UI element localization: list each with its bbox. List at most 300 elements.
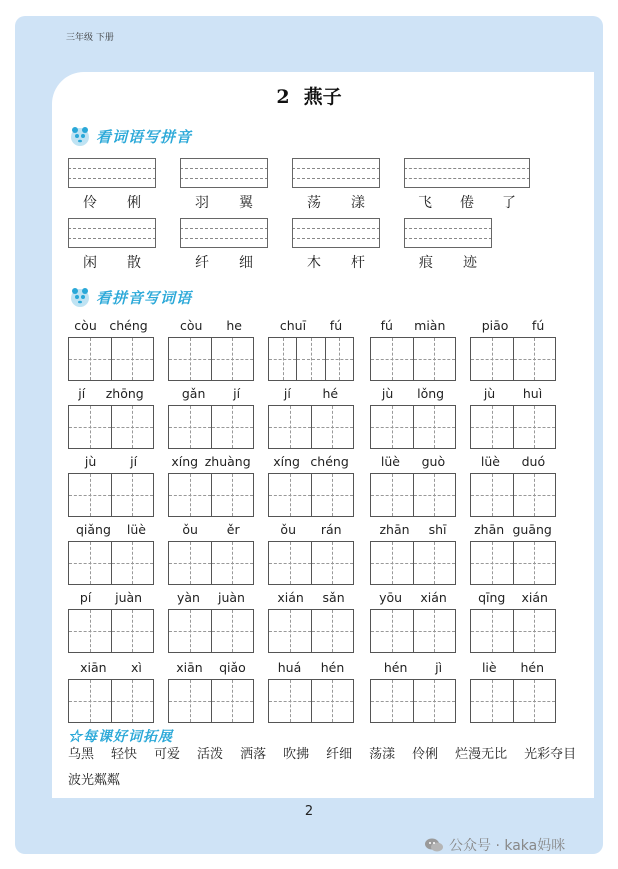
pinyin-syllable: hén	[520, 660, 545, 675]
word-character: 痕	[419, 255, 433, 271]
pinyin-syllable: xiān	[80, 660, 107, 675]
grid-guide-line	[290, 680, 291, 722]
tian-grid-cell[interactable]	[471, 610, 513, 652]
tian-grid-cell[interactable]	[513, 406, 556, 448]
tian-grid-cell[interactable]	[513, 542, 556, 584]
grid-guide-line	[534, 680, 535, 722]
pinyin-syllable: zhōng	[105, 386, 144, 401]
pinyin-syllable: fú	[380, 318, 393, 333]
pinyin-syllable: xíng	[273, 454, 300, 469]
writing-line	[180, 178, 268, 179]
grid-guide-line	[332, 680, 333, 722]
pinyin-writing-lines[interactable]	[180, 218, 268, 248]
grid-guide-line	[332, 406, 333, 448]
tian-grid-cell[interactable]	[111, 338, 154, 380]
pinyin-syllable: duó	[521, 454, 546, 469]
extension-word: 纤细	[326, 747, 353, 762]
grid-guide-line	[392, 474, 393, 516]
tian-grid-cell[interactable]	[311, 610, 354, 652]
pinyin-syllable: lüè	[480, 454, 500, 469]
grid-guide-line	[492, 474, 493, 516]
pinyin-writing-lines[interactable]	[404, 218, 492, 248]
tian-grid-cell[interactable]	[371, 338, 413, 380]
word-character: 漾	[351, 195, 365, 211]
character-writing-grid[interactable]	[370, 473, 456, 517]
writing-line	[404, 168, 530, 169]
grid-guide-line	[190, 680, 191, 722]
tian-grid-cell[interactable]	[371, 474, 413, 516]
pinyin-syllable: xíng	[171, 454, 199, 469]
pinyin-syllable: sǎn	[322, 590, 345, 605]
tian-grid-cell[interactable]	[211, 406, 254, 448]
pinyin-syllable: miàn	[414, 318, 446, 333]
pinyin-prompt	[268, 660, 354, 675]
tian-grid-cell[interactable]	[513, 680, 556, 722]
character-writing-grid[interactable]	[168, 405, 254, 449]
pinyin-writing-lines[interactable]	[68, 218, 156, 248]
grid-guide-line	[232, 406, 233, 448]
character-writing-grid[interactable]	[68, 473, 154, 517]
pinyin-prompt	[68, 522, 154, 537]
extension-word: 洒落	[240, 747, 267, 762]
tian-grid-cell[interactable]	[371, 680, 413, 722]
tian-grid-cell[interactable]	[413, 474, 456, 516]
lesson-title	[0, 82, 618, 109]
word-character: 俐	[127, 195, 141, 211]
grid-guide-line	[392, 406, 393, 448]
writing-line	[68, 218, 156, 219]
character-writing-grid[interactable]	[168, 473, 254, 517]
pinyin-syllable: xiān	[176, 660, 203, 675]
writing-line-edge	[267, 158, 268, 188]
writing-line	[180, 158, 268, 159]
grid-guide-line	[392, 610, 393, 652]
tian-grid-cell[interactable]	[169, 474, 211, 516]
character-writing-grid[interactable]	[370, 679, 456, 723]
grid-guide-line	[492, 338, 493, 380]
pinyin-prompt	[68, 386, 154, 401]
word-character: 散	[127, 255, 141, 271]
grid-guide-line	[332, 542, 333, 584]
tian-grid-cell[interactable]	[69, 338, 111, 380]
writing-line	[292, 187, 380, 188]
lesson-name: 燕子	[303, 86, 342, 108]
character-writing-grid[interactable]	[68, 337, 154, 381]
pinyin-prompt	[470, 386, 556, 401]
extension-word: 乌黑	[68, 747, 95, 762]
pinyin-writing-lines[interactable]	[292, 158, 380, 188]
grid-guide-line	[190, 406, 191, 448]
writing-line	[404, 178, 530, 179]
character-writing-grid[interactable]	[168, 337, 254, 381]
pinyin-syllable: jí	[130, 454, 138, 469]
grid-guide-line	[434, 474, 435, 516]
character-writing-grid[interactable]	[470, 609, 556, 653]
pinyin-syllable: xián	[521, 590, 548, 605]
tian-grid-cell[interactable]	[111, 406, 154, 448]
pinyin-syllable: gǎn	[181, 386, 206, 401]
tian-grid-cell[interactable]	[211, 610, 254, 652]
pinyin-prompt	[68, 454, 154, 469]
pinyin-syllable: lüè	[126, 522, 146, 537]
writing-line	[68, 178, 156, 179]
word	[292, 252, 380, 272]
tian-grid-cell[interactable]	[111, 474, 154, 516]
grid-guide-line	[190, 610, 191, 652]
character-writing-grid[interactable]	[370, 405, 456, 449]
tian-grid-cell[interactable]	[169, 610, 211, 652]
tian-grid-cell[interactable]	[269, 406, 311, 448]
page-number: 2	[304, 804, 314, 819]
pinyin-prompt	[370, 386, 456, 401]
writing-line	[404, 247, 492, 248]
writing-line	[292, 247, 380, 248]
grid-guide-line	[534, 542, 535, 584]
writing-line	[292, 158, 380, 159]
word	[180, 192, 268, 212]
writing-line	[404, 158, 530, 159]
pinyin-syllable: liè	[481, 660, 497, 675]
character-writing-grid[interactable]	[470, 679, 556, 723]
writing-line	[292, 238, 380, 239]
extension-word: 荡漾	[369, 747, 396, 762]
tian-grid-cell[interactable]	[413, 680, 456, 722]
pinyin-syllable: zhān	[474, 522, 505, 537]
grid-guide-line	[132, 610, 133, 652]
pinyin-syllable: huá	[277, 660, 302, 675]
word-character: 木	[307, 255, 321, 271]
grid-guide-line	[132, 680, 133, 722]
grid-guide-line	[90, 406, 91, 448]
pinyin-syllable: chéng	[310, 454, 349, 469]
tian-grid-cell[interactable]	[513, 610, 556, 652]
tian-grid-cell[interactable]	[211, 680, 254, 722]
grid-guide-line	[434, 610, 435, 652]
extension-word: 吹拂	[283, 747, 310, 762]
pinyin-prompt	[168, 318, 254, 333]
grid-guide-line	[290, 610, 291, 652]
tian-grid-cell[interactable]	[269, 474, 311, 516]
pinyin-prompt	[470, 454, 556, 469]
word-character: 迹	[463, 255, 477, 271]
writing-line	[404, 218, 492, 219]
pinyin-syllable: ǒu	[280, 522, 296, 537]
writing-line-edge	[379, 158, 380, 188]
writing-line	[68, 168, 156, 169]
section-header-write-words	[68, 285, 192, 309]
pinyin-prompt	[470, 522, 556, 537]
tian-grid-cell[interactable]	[269, 338, 296, 380]
extension-word: 伶俐	[412, 747, 439, 762]
extension-word: 可爱	[154, 747, 181, 762]
tian-grid-cell[interactable]	[211, 474, 254, 516]
word	[292, 192, 380, 212]
tian-grid-cell[interactable]	[69, 542, 111, 584]
tian-grid-cell[interactable]	[169, 406, 211, 448]
tian-grid-cell[interactable]	[111, 542, 154, 584]
tian-grid-cell[interactable]	[269, 680, 311, 722]
grid-guide-line	[290, 406, 291, 448]
character-writing-grid[interactable]	[268, 337, 354, 381]
character-writing-grid[interactable]	[168, 541, 254, 585]
character-writing-grid[interactable]	[268, 679, 354, 723]
pinyin-prompt	[68, 318, 154, 333]
character-writing-grid[interactable]	[168, 609, 254, 653]
writing-line	[68, 158, 156, 159]
character-writing-grid[interactable]	[68, 541, 154, 585]
character-writing-grid[interactable]	[268, 609, 354, 653]
grid-guide-line	[332, 610, 333, 652]
character-writing-grid[interactable]	[470, 405, 556, 449]
pinyin-syllable: lǒng	[417, 386, 445, 401]
character-writing-grid[interactable]	[68, 679, 154, 723]
character-writing-grid[interactable]	[268, 541, 354, 585]
tian-grid-cell[interactable]	[471, 406, 513, 448]
panda-mascot-icon	[68, 124, 92, 148]
grid-guide-line	[534, 406, 535, 448]
pinyin-writing-lines[interactable]	[404, 158, 530, 188]
character-writing-grid[interactable]	[370, 541, 456, 585]
grid-guide-line	[232, 610, 233, 652]
tian-grid-cell[interactable]	[471, 474, 513, 516]
word	[68, 192, 156, 212]
pinyin-prompt	[268, 318, 354, 333]
pinyin-writing-lines[interactable]	[292, 218, 380, 248]
pinyin-syllable: qiǎng	[75, 522, 111, 537]
tian-grid-cell[interactable]	[371, 406, 413, 448]
tian-grid-cell[interactable]	[371, 610, 413, 652]
tian-grid-cell[interactable]	[413, 542, 456, 584]
extension-word: 波光粼粼	[68, 773, 121, 788]
pinyin-prompt	[370, 660, 456, 675]
pinyin-prompt	[68, 590, 154, 605]
tian-grid-cell[interactable]	[169, 680, 211, 722]
pinyin-writing-lines[interactable]	[68, 158, 156, 188]
tian-grid-cell[interactable]	[413, 406, 456, 448]
tian-grid-cell[interactable]	[471, 680, 513, 722]
character-writing-grid[interactable]	[68, 405, 154, 449]
word-character: 细	[239, 255, 253, 271]
tian-grid-cell[interactable]	[296, 338, 324, 380]
grid-guide-line	[392, 338, 393, 380]
pinyin-prompt	[68, 660, 154, 675]
character-writing-grid[interactable]	[268, 405, 354, 449]
pinyin-prompt	[168, 454, 254, 469]
writing-line	[68, 247, 156, 248]
grid-guide-line	[311, 338, 312, 380]
pinyin-syllable: chéng	[109, 318, 148, 333]
tian-grid-cell[interactable]	[111, 610, 154, 652]
pinyin-syllable: jù	[84, 454, 97, 469]
pinyin-syllable: fú	[531, 318, 545, 333]
pinyin-syllable: ǒu	[182, 522, 198, 537]
tian-grid-cell[interactable]	[69, 610, 111, 652]
tian-grid-cell[interactable]	[69, 406, 111, 448]
tian-grid-cell[interactable]	[211, 542, 254, 584]
character-writing-grid[interactable]	[268, 473, 354, 517]
writing-line	[180, 168, 268, 169]
character-writing-grid[interactable]	[470, 541, 556, 585]
tian-grid-cell[interactable]	[371, 542, 413, 584]
pinyin-syllable: zhān	[379, 522, 410, 537]
pinyin-prompt	[268, 386, 354, 401]
tian-grid-cell[interactable]	[413, 610, 456, 652]
pinyin-syllable: jù	[483, 386, 496, 401]
grid-guide-line	[434, 542, 435, 584]
tian-grid-cell[interactable]	[211, 338, 254, 380]
pinyin-syllable: yōu	[379, 590, 403, 605]
tian-grid-cell[interactable]	[311, 680, 354, 722]
word-character: 伶	[83, 195, 97, 211]
writing-line-edge	[379, 218, 380, 248]
writing-line-edge	[68, 218, 69, 248]
character-writing-grid[interactable]	[370, 337, 456, 381]
character-writing-grid[interactable]	[68, 609, 154, 653]
pinyin-syllable: guò	[421, 454, 446, 469]
grid-guide-line	[132, 542, 133, 584]
tian-grid-cell[interactable]	[311, 474, 354, 516]
tian-grid-cell[interactable]	[471, 542, 513, 584]
writing-line	[292, 168, 380, 169]
pinyin-syllable: chuī	[279, 318, 307, 333]
grid-guide-line	[90, 680, 91, 722]
writing-line	[180, 187, 268, 188]
tian-grid-cell[interactable]	[325, 338, 353, 380]
pinyin-prompt	[370, 522, 456, 537]
tian-grid-cell[interactable]	[169, 542, 211, 584]
pinyin-syllable: guāng	[512, 522, 552, 537]
writing-line-edge	[155, 158, 156, 188]
pinyin-prompt	[168, 590, 254, 605]
grid-guide-line	[534, 474, 535, 516]
character-writing-grid[interactable]	[168, 679, 254, 723]
grid-guide-line	[392, 680, 393, 722]
pinyin-syllable: qīng	[478, 590, 506, 605]
word-character: 倦	[460, 195, 474, 211]
grid-guide-line	[232, 680, 233, 722]
tian-grid-cell[interactable]	[471, 338, 513, 380]
writing-line	[292, 218, 380, 219]
pinyin-syllable: jí	[233, 386, 241, 401]
word	[68, 252, 156, 272]
section-title: 看词语写拼音	[96, 127, 193, 146]
grid-guide-line	[90, 338, 91, 380]
grid-guide-line	[190, 474, 191, 516]
tian-grid-cell[interactable]	[111, 680, 154, 722]
extension-word: 活泼	[197, 747, 224, 762]
writing-line	[180, 238, 268, 239]
character-writing-grid[interactable]	[470, 473, 556, 517]
grid-guide-line	[492, 542, 493, 584]
grid-guide-line	[132, 406, 133, 448]
pinyin-syllable: ěr	[226, 522, 240, 537]
character-writing-grid[interactable]	[470, 337, 556, 381]
grid-guide-line	[283, 338, 284, 380]
grid-guide-line	[434, 406, 435, 448]
pinyin-prompt	[168, 522, 254, 537]
grade-label: 三年级 下册	[66, 33, 114, 43]
pinyin-syllable: hén	[383, 660, 408, 675]
pinyin-syllable: zhuàng	[204, 454, 251, 469]
grid-guide-line	[90, 474, 91, 516]
grid-guide-line	[534, 610, 535, 652]
writing-line-edge	[180, 158, 181, 188]
tian-grid-cell[interactable]	[269, 610, 311, 652]
pinyin-syllable: pí	[79, 590, 92, 605]
grid-guide-line	[339, 338, 340, 380]
writing-line-edge	[404, 158, 405, 188]
pinyin-syllable: piāo	[481, 318, 509, 333]
pinyin-syllable: lüè	[380, 454, 400, 469]
pinyin-writing-lines[interactable]	[180, 158, 268, 188]
tian-grid-cell[interactable]	[513, 474, 556, 516]
grid-guide-line	[90, 542, 91, 584]
word-character: 荡	[307, 195, 321, 211]
grid-guide-line	[132, 338, 133, 380]
grid-guide-line	[492, 680, 493, 722]
pinyin-syllable: juàn	[218, 590, 245, 605]
tian-grid-cell[interactable]	[269, 542, 311, 584]
writing-line-edge	[68, 158, 69, 188]
pinyin-syllable: qiǎo	[219, 660, 246, 675]
grid-guide-line	[190, 542, 191, 584]
tian-grid-cell[interactable]	[311, 542, 354, 584]
pinyin-syllable: hé	[322, 386, 339, 401]
word	[404, 192, 530, 212]
tian-grid-cell[interactable]	[69, 680, 111, 722]
grid-guide-line	[132, 474, 133, 516]
writing-line	[180, 218, 268, 219]
word-character: 纤	[195, 255, 209, 271]
panda-mascot-icon	[68, 285, 92, 309]
word-character: 了	[502, 195, 516, 211]
pinyin-syllable: còu	[179, 318, 203, 333]
writing-line-edge	[529, 158, 530, 188]
tian-grid-cell[interactable]	[311, 406, 354, 448]
grid-guide-line	[290, 542, 291, 584]
tian-grid-cell[interactable]	[413, 338, 456, 380]
watermark	[424, 835, 565, 855]
word-character: 闲	[83, 255, 97, 271]
grid-guide-line	[232, 542, 233, 584]
pinyin-prompt	[470, 318, 556, 333]
pinyin-prompt	[268, 522, 354, 537]
character-writing-grid[interactable]	[370, 609, 456, 653]
writing-line	[404, 228, 492, 229]
pinyin-syllable: rán	[320, 522, 342, 537]
tian-grid-cell[interactable]	[69, 474, 111, 516]
tian-grid-cell[interactable]	[169, 338, 211, 380]
tian-grid-cell[interactable]	[513, 338, 556, 380]
pinyin-prompt	[168, 660, 254, 675]
grid-guide-line	[492, 406, 493, 448]
grid-guide-line	[434, 338, 435, 380]
writing-line-edge	[404, 218, 405, 248]
writing-line	[404, 238, 492, 239]
lesson-number: 2	[276, 86, 290, 108]
writing-line	[292, 228, 380, 229]
writing-line	[68, 187, 156, 188]
word-character: 羽	[195, 195, 209, 211]
writing-line	[68, 228, 156, 229]
pinyin-syllable: huì	[522, 386, 543, 401]
writing-line	[404, 187, 530, 188]
pinyin-prompt	[370, 590, 456, 605]
word	[404, 252, 492, 272]
writing-line	[292, 178, 380, 179]
word	[180, 252, 268, 272]
pinyin-syllable: hén	[320, 660, 345, 675]
